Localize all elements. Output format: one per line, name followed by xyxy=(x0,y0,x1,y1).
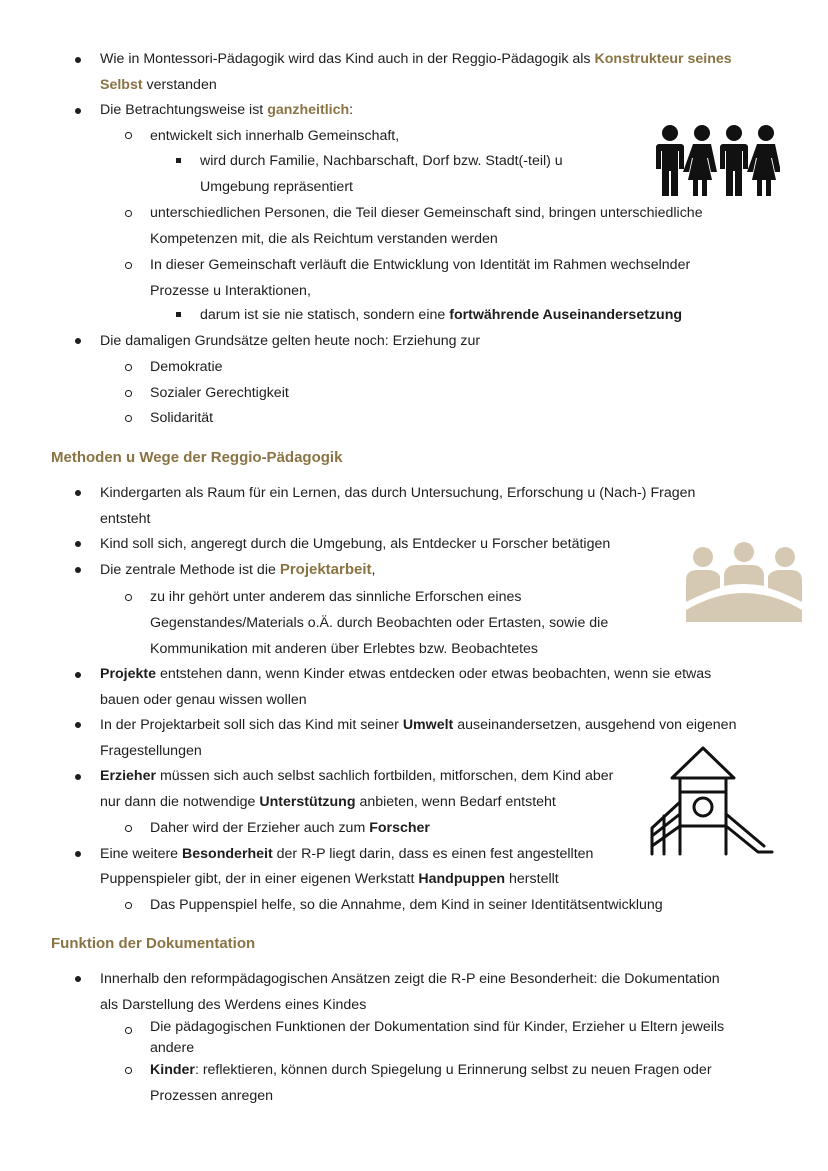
text-line: entsteht xyxy=(100,511,151,527)
text-line: Erzieher müssen sich auch selbst sachlich fortbilden, mitforschen, dem Kind aber xyxy=(100,768,614,784)
text-line: darum ist sie nie statisch, sondern eine fortwährende Auseinandersetzung xyxy=(200,307,683,323)
text-line: Kind soll sich, angeregt durch die Umgebung, als Entdecker u Forscher betätigen xyxy=(100,536,611,552)
sub-bullet xyxy=(125,210,132,217)
list-item: Solidarität xyxy=(150,410,214,426)
text-line: wird durch Familie, Nachbarschaft, Dorf bzw. Stadt(-teil) u xyxy=(200,153,563,169)
text-line: bauen oder genau wissen wollen xyxy=(100,692,307,708)
text-line: Daher wird der Erzieher auch zum Forscher xyxy=(150,820,430,836)
text-line: Kindergarten als Raum für ein Lernen, das durch Untersuchung, Erforschung u (Nach-) Fragen xyxy=(100,485,696,501)
text-line: Prozessen anregen xyxy=(150,1088,274,1104)
sub-bullet xyxy=(125,825,132,832)
text-line: als Darstellung des Werdens eines Kindes xyxy=(100,997,367,1013)
text-line: andere xyxy=(150,1040,195,1056)
text-line: Prozesse u Interaktionen, xyxy=(150,283,311,299)
section-heading: Methoden u Wege der Reggio-Pädagogik xyxy=(51,449,343,466)
bullet xyxy=(75,851,81,857)
bullet xyxy=(75,338,81,344)
text-line: entwickelt sich innerhalb Gemeinschaft, xyxy=(150,128,400,144)
square-bullet xyxy=(176,312,181,317)
bullet xyxy=(75,108,81,114)
text-line: Innerhalb den reformpädagogischen Ansätzen zeigt die R-P eine Besonderheit: die Dokumentation xyxy=(100,971,720,987)
sub-bullet xyxy=(125,1067,132,1074)
list-item: Sozialer Gerechtigkeit xyxy=(150,385,289,401)
group-meeting-icon xyxy=(686,540,802,622)
bullet xyxy=(75,672,81,678)
text-line: Eine weitere Besonderheit der R-P liegt darin, dass es einen fest angestellten xyxy=(100,846,594,862)
text-line: Fragestellungen xyxy=(100,743,202,759)
sub-bullet xyxy=(125,415,132,422)
text-line: unterschiedlichen Personen, die Teil dieser Gemeinschaft sind, bringen unterschiedliche xyxy=(150,205,703,221)
sub-bullet xyxy=(125,262,132,269)
text-line: Die zentrale Methode ist die Projektarbeit, xyxy=(100,561,376,578)
sub-bullet xyxy=(125,902,132,909)
text-line: Die damaligen Grundsätze gelten heute noch: Erziehung zur xyxy=(100,333,481,349)
text-line: Kompetenzen mit, die als Reichtum verstanden werden xyxy=(150,231,498,247)
text-line: In dieser Gemeinschaft verläuft die Entwicklung von Identität im Rahmen wechselnder xyxy=(150,257,691,273)
text-line: Umgebung repräsentiert xyxy=(200,179,353,195)
list-item: Demokratie xyxy=(150,359,223,375)
bullet xyxy=(75,541,81,547)
sub-bullet xyxy=(125,594,132,601)
bullet xyxy=(75,57,81,63)
text-line: Die pädagogischen Funktionen der Dokumentation sind für Kinder, Erzieher u Eltern jeweils xyxy=(150,1019,725,1035)
square-bullet xyxy=(176,158,181,163)
sub-bullet xyxy=(125,1027,132,1034)
playground-slide-icon xyxy=(648,744,774,858)
text-line: Gegenstandes/Materials o.Ä. durch Beobachten oder Ertasten, sowie die xyxy=(150,615,609,631)
text-line: Puppenspieler gibt, der in einer eigenen Werkstatt Handpuppen herstellt xyxy=(100,871,559,887)
bullet xyxy=(75,567,81,573)
text-line: Kinder: reflektieren, können durch Spiegelung u Erinnerung selbst zu neuen Fragen oder xyxy=(150,1062,712,1078)
text-line: Selbst verstanden xyxy=(100,77,217,93)
text-line: nur dann die notwendige Unterstützung anbieten, wenn Bedarf entsteht xyxy=(100,794,556,810)
sub-bullet xyxy=(125,364,132,371)
text-line: Die Betrachtungsweise ist ganzheitlich: xyxy=(100,102,354,118)
text-line: zu ihr gehört unter anderem das sinnliche Erforschen eines xyxy=(150,589,522,605)
bullet xyxy=(75,490,81,496)
text-line: Wie in Montessori-Pädagogik wird das Kind auch in der Reggio-Pädagogik als Konstrukteur seines xyxy=(100,51,732,67)
text-line: Das Puppenspiel helfe, so die Annahme, dem Kind in seiner Identitätsentwicklung xyxy=(150,897,663,913)
section-heading: Funktion der Dokumentation xyxy=(51,935,256,952)
text-line: Projekte entstehen dann, wenn Kinder etwas entdecken oder etwas beobachten, wenn sie etwas xyxy=(100,666,712,682)
sub-bullet xyxy=(125,390,132,397)
bullet xyxy=(75,722,81,728)
four-people-icon xyxy=(656,124,780,198)
sub-bullet xyxy=(125,132,132,139)
text-line: Kommunikation mit anderen über Erlebtes bzw. Beobachtetes xyxy=(150,641,539,657)
bullet xyxy=(75,774,81,780)
bullet xyxy=(75,976,81,982)
text-line: In der Projektarbeit soll sich das Kind mit seiner Umwelt auseinandersetzen, ausgehend von eigenen xyxy=(100,717,737,733)
